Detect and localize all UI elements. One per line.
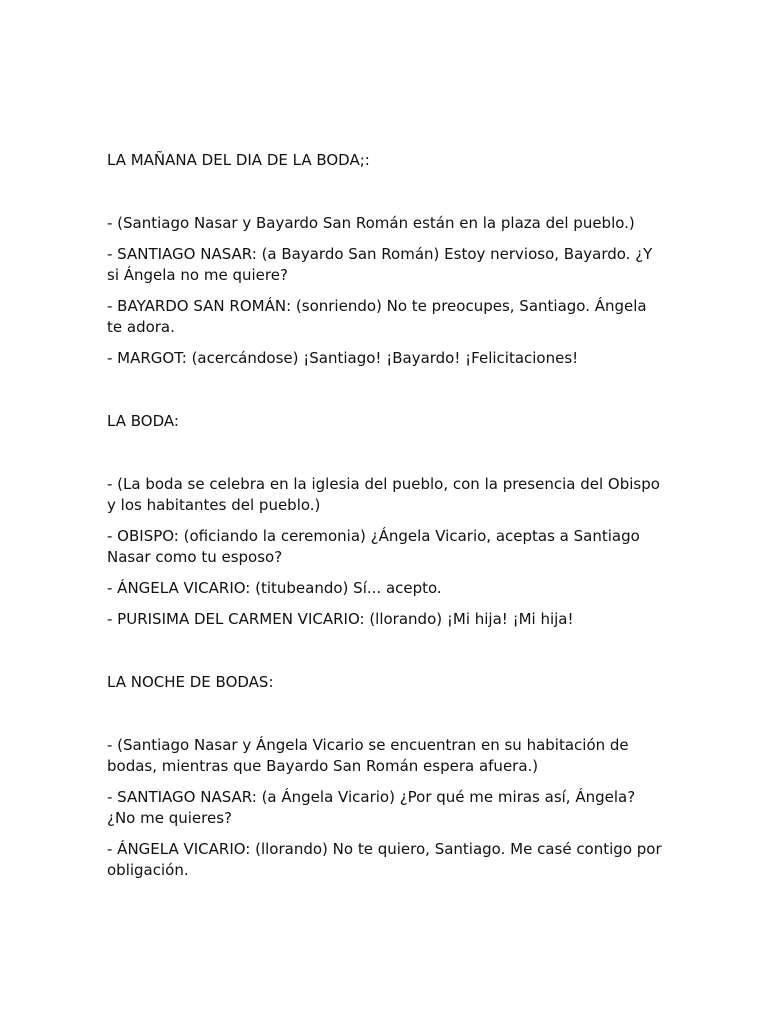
dialogue-line: - SANTIAGO NASAR: (a Ángela Vicario) ¿Por qué me miras así, Ángela? ¿No me quieres? <box>107 788 636 827</box>
dialogue-line: - BAYARDO SAN ROMÁN: (sonriendo) No te preocupes, Santiago. Ángela te adora. <box>107 297 647 336</box>
section-heading: LA MAÑANA DEL DIA DE LA BODA;: <box>107 151 370 169</box>
dialogue-line: - ÁNGELA VICARIO: (titubeando) Sí... acepto. <box>107 579 442 597</box>
dialogue-line: - (Santiago Nasar y Bayardo San Román están en la plaza del pueblo.) <box>107 214 635 232</box>
section-morning <box>107 150 663 369</box>
section-wedding <box>107 411 663 630</box>
section-wedding-night <box>107 672 663 881</box>
section-heading: LA NOCHE DE BODAS: <box>107 673 274 691</box>
dialogue-line: - ÁNGELA VICARIO: (llorando) No te quiero, Santiago. Me casé contigo por obligación. <box>107 840 662 879</box>
section-heading: LA BODA: <box>107 412 179 430</box>
dialogue-line: - (La boda se celebra en la iglesia del pueblo, con la presencia del Obispo y los habitantes del pueblo.) <box>107 475 660 514</box>
dialogue-line: - (Santiago Nasar y Ángela Vicario se encuentran en su habitación de bodas, mientras que Bayardo San Román espera afuera.) <box>107 736 629 775</box>
dialogue-line: - OBISPO: (oficiando la ceremonia) ¿Ángela Vicario, aceptas a Santiago Nasar como tu esposo? <box>107 527 640 566</box>
dialogue-line: - SANTIAGO NASAR: (a Bayardo San Román) Estoy nervioso, Bayardo. ¿Y si Ángela no me quiere? <box>107 245 653 284</box>
dialogue-line: - PURISIMA DEL CARMEN VICARIO: (llorando) ¡Mi hija! ¡Mi hija! <box>107 610 574 628</box>
document-page <box>107 150 663 881</box>
dialogue-line: - MARGOT: (acercándose) ¡Santiago! ¡Bayardo! ¡Felicitaciones! <box>107 349 579 367</box>
